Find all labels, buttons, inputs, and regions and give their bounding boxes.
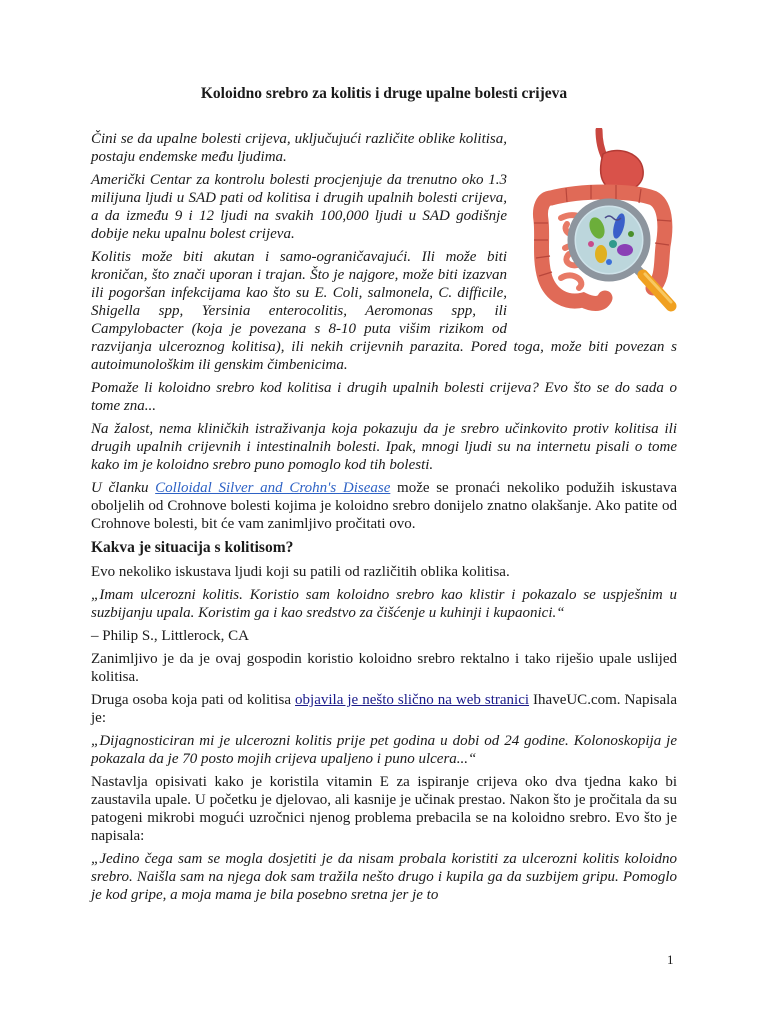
quote: „Jedino čega sam se mogla dosjetiti je da nisam probala koristiti za ulcerozni kolitis koloidno srebro. Naišla sam na njega dok sam tražila nešto drugo i kupila ga da suzbijem gripu. Pomoglo je kod gripe, a moja mama je bila posebno sretna jer je to — [91, 851, 677, 903]
section-heading: Kakva je situacija s kolitisom? — [91, 539, 294, 556]
paragraph — [91, 479, 677, 533]
crohns-article-link[interactable]: Colloidal Silver and Crohn's Disease — [155, 480, 391, 496]
quote: „Dijagnosticiran mi je ulcerozni kolitis prije pet godina u dobi od 24 godine. Kolonoskopija je pokazala da je 70 posto mojih crijeva upaljeno i puno ulcera...“ — [91, 733, 677, 767]
ihaveuc-link[interactable]: objavila je nešto slično na web stranici — [295, 692, 530, 708]
paragraph — [91, 691, 677, 727]
page-number: 1 — [667, 952, 674, 967]
paragraph-text: može se pronaći nekoliko podužih iskustava oboljelih od Crohnove bolesti kojima je koloidno srebro donijelo znatno olakšanje. Ako patite od Crohnove bolesti, bit će vam zanimljivo pročitati ovo. — [91, 480, 677, 532]
page-title: Koloidno srebro za kolitis i druge upalne bolesti crijeva — [200, 85, 568, 102]
intestines-magnifier-icon — [521, 128, 681, 323]
quote-attribution: – Philip S., Littlerock, CA — [91, 628, 249, 644]
paragraph-text: IhaveUC.com. Napisala je: — [91, 692, 678, 726]
paragraph: Evo nekoliko iskustava ljudi koji su patili od različitih oblika kolitisa. — [91, 564, 510, 580]
paragraph-text: Druga osoba koja pati od kolitisa — [91, 692, 296, 708]
paragraph: Pomaže li koloidno srebro kod kolitisa i drugih upalnih bolesti crijeva? Evo što se do sada o tome zna... — [91, 380, 677, 414]
paragraph: Na žalost, nema kliničkih istraživanja koja pokazuju da je srebro učinkovito protiv kolitisa ili drugih upalnih crijevnih i intestinalnih bolesti. Ipak, mnogi ljudi su na internetu pisali o tome kako im je koloidno srebro puno pomoglo kod tih bolesti. — [91, 421, 677, 473]
paragraph: Zanimljivo je da je ovaj gospodin koristio koloidno srebro rektalno i tako riješio upale uslijed kolitisa. — [91, 651, 677, 685]
paragraph: Čini se da upalne bolesti crijeva, uključujući različite oblike kolitisa, postaju endemske među ljudima. — [91, 131, 507, 165]
paragraph-text: U članku — [91, 480, 156, 496]
paragraph: Američki Centar za kontrolu bolesti procjenjuje da trenutno oko 1.3 milijuna ljudi u SAD pati od kolitisa i drugih upalnih bolesti crijeva, a da između 9 i 12 ljudi na svakih 100,000 ljudi u SAD godišnje dobije neku upalnu bolest crijeva. — [91, 172, 507, 242]
paragraph: Kolitis može biti akutan i samo-ograničavajući. Ili može biti kroničan, što znači uporan i trajan. Što je najgore, može biti izazvan ili pogoršan infekcijama kao što su E. Coli, salmonela, C. difficile, Shigella spp, Yersinia enterocolitis, Aeromonas spp, ili Campylobacter (koja je povezana s 8-10 puta višim rizikom od razvijanja ulceroznog kolitisa), ili nekih crijevnih parazita. Pored toga, može biti povezan s autoimunološkim ili genskim čimbenicima. — [91, 249, 677, 373]
quote: „Imam ulcerozni kolitis. Koristio sam koloidno srebro kao klistir i pokazalo se uspješnim u suzbijanju upala. Koristim ga i kao sredstvo za čišćenje u kuhinji i kupaonici.“ — [91, 587, 677, 621]
document-body — [91, 84, 677, 909]
paragraph: Nastavlja opisivati kako je koristila vitamin E za ispiranje crijeva oko dva tjedna kako bi zaustavila upale. U početku je djelovao, ali kasnije je učinak prestao. Nakon što je pročitala da su patogeni mikrobi mogući uzročnici njenog problema prebacila se na koloidno srebro. Evo što je napisala: — [91, 774, 677, 844]
